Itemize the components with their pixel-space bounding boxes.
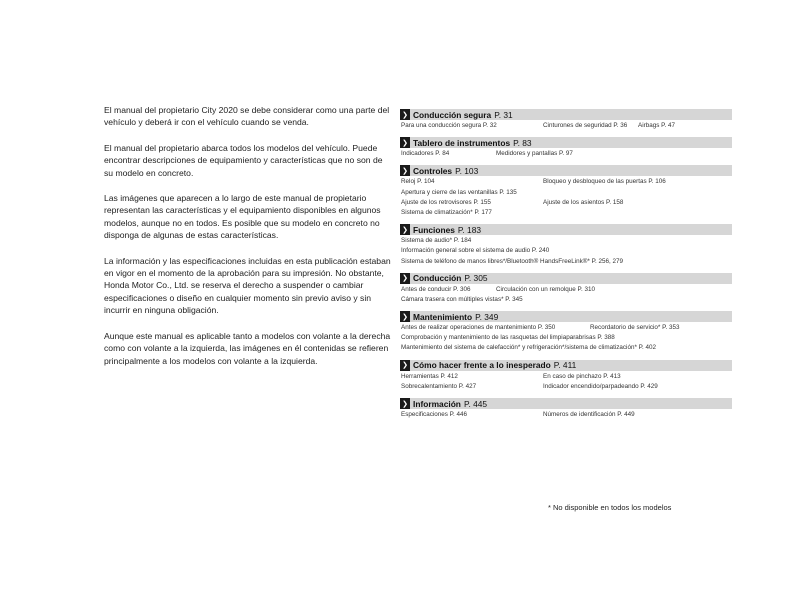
toc-section-title: Controles [413, 165, 453, 176]
toc-entry-link[interactable]: Sobrecalentamiento P. 427 [401, 382, 477, 390]
chevron-right-icon: ❯ [400, 360, 410, 371]
intro-paragraph-2: El manual del propietario abarca todos los modelos del vehículo. Puede encontrar descripciones de equipamiento y características que no son de su modelo en concreto. [104, 142, 383, 178]
toc-row [400, 372, 732, 382]
toc-row [400, 382, 732, 392]
toc-entry-link[interactable]: Para una conducción segura P. 32 [401, 122, 497, 129]
toc-section-title: Conducción segura [413, 109, 492, 120]
chevron-right-icon: ❯ [400, 165, 410, 176]
toc-section-page: P. 31 [494, 109, 513, 120]
toc-section [400, 224, 732, 267]
toc-entry-link[interactable]: En caso de pinchazo P. 413 [543, 372, 621, 380]
toc-row [400, 188, 732, 198]
toc-entry-link[interactable]: Números de identificación P. 449 [543, 411, 635, 418]
toc-entry-link[interactable]: Bloqueo y desbloqueo de las puertas P. 106 [543, 178, 666, 186]
toc-entry-link[interactable]: Circulación con un remolque P. 310 [496, 285, 595, 293]
toc-section-title: Mantenimiento [413, 311, 473, 322]
toc-section-page: P. 183 [457, 224, 482, 235]
toc-section-header[interactable] [400, 273, 732, 284]
toc-entry-link[interactable]: Ajuste de los retrovisores P. 155 [401, 198, 491, 206]
toc-row [400, 257, 732, 267]
toc-entry-link[interactable]: Reloj P. 104 [401, 178, 435, 186]
toc-row [400, 285, 732, 295]
chevron-right-icon: ❯ [400, 224, 410, 235]
toc-row [400, 236, 732, 246]
toc-row [400, 149, 732, 159]
toc-section-page: P. 411 [553, 360, 577, 371]
toc-entry-link[interactable]: Especificaciones P. 446 [401, 411, 468, 418]
toc-entry-link[interactable]: Recordatorio de servicio* P. 353 [590, 324, 680, 332]
intro-paragraph-5: Aunque este manual es aplicable tanto a modelos con volante a la derecha como con volante a la izquierda, las imágenes en él contenidas se refieren principalmente a los modelos con volante a la izquierda. [104, 330, 391, 366]
toc-row [400, 343, 732, 353]
toc-entry-link[interactable]: Información general sobre el sistema de audio P. 240 [401, 247, 550, 255]
toc-section [400, 109, 732, 131]
toc-entry-link[interactable]: Sistema de climatización* P. 177 [401, 208, 492, 216]
toc-section [400, 273, 732, 305]
toc-section-header[interactable] [400, 224, 732, 235]
intro-text [104, 104, 392, 380]
toc-row [400, 177, 732, 187]
toc-section-page: P. 83 [513, 137, 532, 148]
toc-section [400, 165, 732, 218]
toc-section-title: Funciones [413, 224, 455, 235]
toc-entry-link[interactable]: Medidores y pantallas P. 97 [496, 150, 573, 158]
toc-row [400, 333, 732, 343]
toc-section [400, 360, 732, 392]
toc-entry-link[interactable]: Apertura y cierre de las ventanillas P. 135 [401, 188, 517, 196]
toc-section [400, 398, 732, 420]
chevron-right-icon: ❯ [400, 137, 410, 148]
toc-section-header[interactable] [400, 137, 732, 148]
toc-section-page: P. 349 [475, 311, 499, 322]
toc-section-title: Tablero de instrumentos [413, 137, 511, 148]
toc-row [400, 208, 732, 218]
chevron-right-icon: ❯ [400, 109, 410, 120]
toc-entry-link[interactable]: Antes de realizar operaciones de mantenimiento P. 350 [401, 324, 556, 332]
toc-section-title: Cómo hacer frente a lo inesperado [413, 360, 551, 371]
toc-entry-link[interactable]: Ajuste de los asientos P. 158 [543, 198, 624, 206]
toc-entry-link[interactable]: Indicador encendido/parpadeando P. 429 [543, 382, 658, 390]
toc-entry-link[interactable]: Herramientas P. 412 [401, 372, 458, 380]
toc-row [400, 410, 732, 420]
toc-section-header[interactable] [400, 311, 732, 322]
toc-section-page: P. 103 [455, 165, 479, 176]
chevron-right-icon: ❯ [400, 273, 410, 284]
toc-section-page: P. 445 [463, 398, 488, 409]
intro-paragraph-1: El manual del propietario City 2020 se debe considerar como una parte del vehículo y deberá ir con el vehículo cuando se venda. [104, 105, 390, 128]
toc-row [400, 198, 732, 208]
toc-section-header[interactable] [400, 165, 732, 176]
toc-entry-link[interactable]: Cámara trasera con múltiples vistas* P. 345 [401, 295, 523, 303]
toc-section-header[interactable] [400, 398, 732, 409]
toc-entry-link[interactable]: Airbags P. 47 [638, 122, 675, 129]
toc-section-header[interactable] [400, 360, 732, 371]
toc-section [400, 137, 732, 159]
toc-entry-link[interactable]: Sistema de teléfono de manos libres*/Bluetooth® HandsFreeLink®* P. 256, 279 [401, 257, 623, 265]
toc-row [400, 323, 732, 333]
toc-entry-link[interactable]: Sistema de audio* P. 184 [401, 237, 472, 245]
toc-entry-link[interactable]: Comprobación y mantenimiento de las rasquetas del limpiaparabrisas P. 388 [401, 334, 615, 342]
chevron-right-icon: ❯ [400, 311, 410, 322]
toc-section-title: Conducción [413, 273, 462, 284]
intro-paragraph-4: La información y las especificaciones incluidas en esta publicación estaban en vigor en el momento de la aprobación para su impresión. No obstante, Honda Motor Co., Ltd. se reserva el derecho a suspender o cambiar especificaciones o diseño en cualquier momento sin previo aviso y sin incurrir en ninguna obligación. [104, 255, 391, 316]
toc-entry-link[interactable]: Mantenimiento del sistema de calefacción* y refrigeración*/sistema de climatización* P. 402 [401, 344, 657, 352]
toc-section-header[interactable] [400, 109, 732, 120]
toc-row [400, 295, 732, 305]
table-of-contents [400, 109, 732, 426]
toc-entry-link[interactable]: Antes de conducir P. 306 [401, 285, 471, 293]
toc-section-title: Información [413, 398, 461, 409]
chevron-right-icon: ❯ [400, 398, 410, 409]
toc-section-page: P. 305 [464, 273, 488, 284]
toc-row [400, 121, 732, 131]
toc-section [400, 311, 732, 354]
intro-paragraph-3: Las imágenes que aparecen a lo largo de este manual de propietario representan las características y el equipamiento disponibles en algunos modelos, aunque no en todos. Es posible que su modelo en concreto no disponga de algunas de estas características. [104, 193, 381, 241]
toc-entry-link[interactable]: Indicadores P. 84 [401, 150, 450, 158]
toc-row [400, 246, 732, 256]
toc-entry-link[interactable]: Cinturones de seguridad P. 36 [543, 122, 628, 129]
footnote: * No disponible en todos los modelos [548, 503, 672, 512]
